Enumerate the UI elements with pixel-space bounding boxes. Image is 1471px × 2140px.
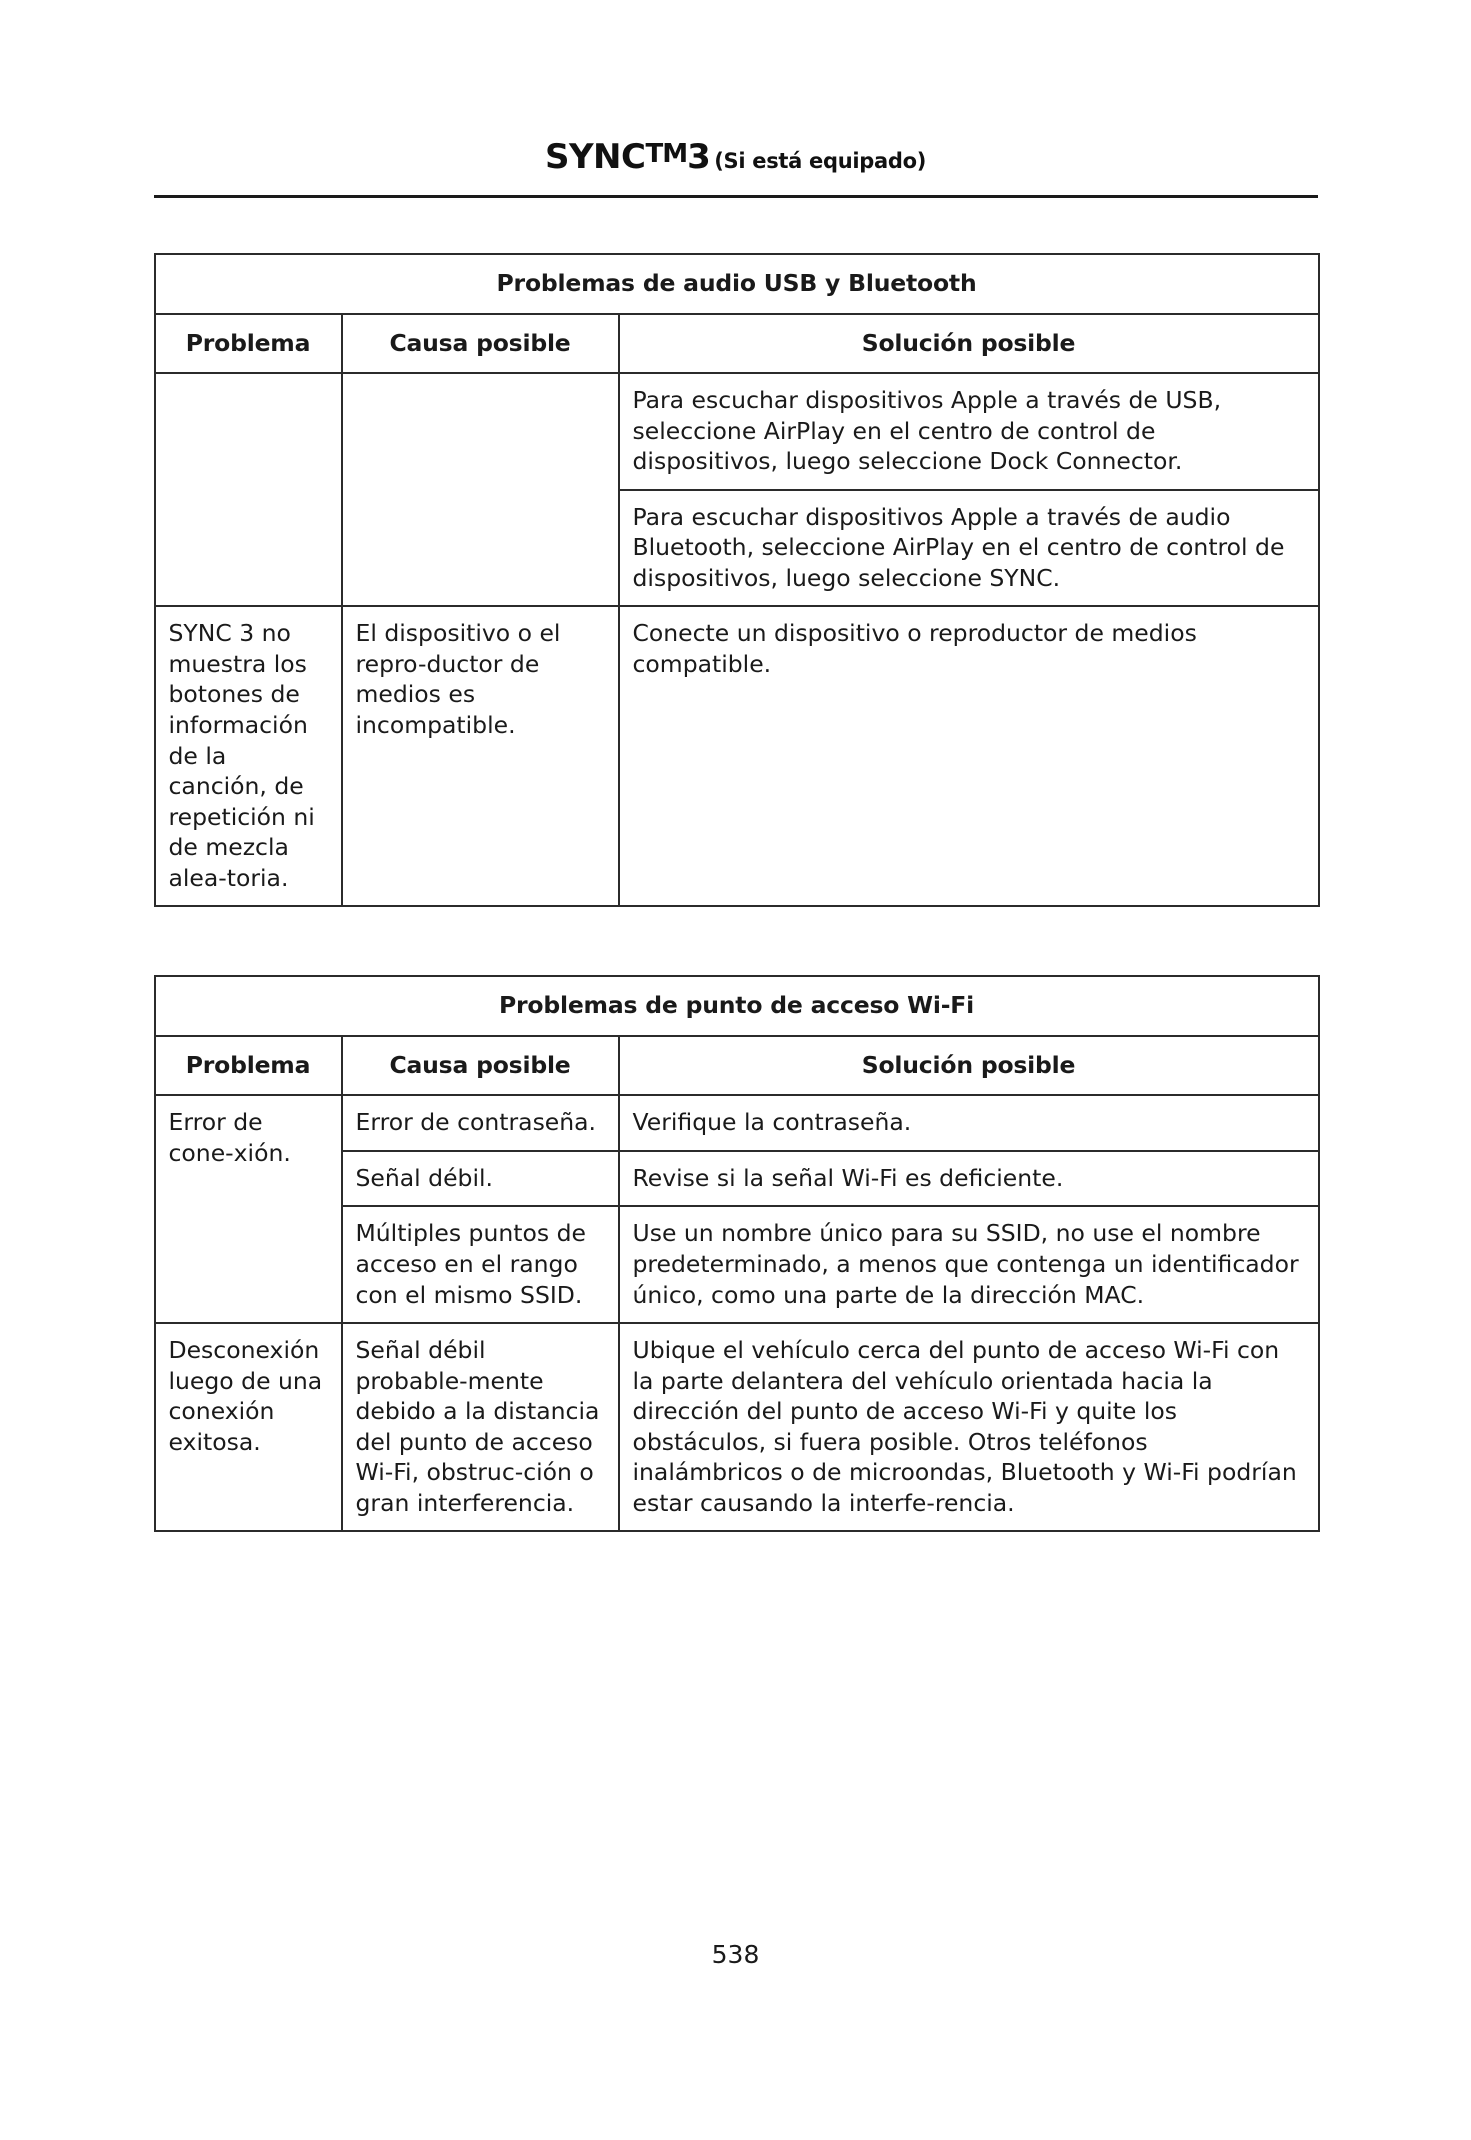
cell-causa: El dispositivo o el repro-ductor de medios es incompatible. — [342, 606, 619, 906]
cell-solucion: Conecte un dispositivo o reproductor de medios compatible. — [619, 606, 1319, 906]
column-header-problema: Problema — [155, 314, 342, 374]
table-header-row — [155, 1036, 1319, 1096]
table-caption: Problemas de audio USB y Bluetooth — [155, 254, 1319, 314]
cell-solucion: Ubique el vehículo cerca del punto de acceso Wi-Fi con la parte delantera del vehículo orientada hacia la dirección del punto de acceso Wi-Fi y quite los obstáculos, si fuera posible. Otros teléfonos inalámbricos o de microondas, Bluetooth y Wi-Fi podrían estar causando la interfe-rencia. — [619, 1323, 1319, 1531]
column-header-solucion: Solución posible — [619, 1036, 1319, 1096]
page-header — [0, 137, 1471, 177]
table-caption: Problemas de punto de acceso Wi-Fi — [155, 976, 1319, 1036]
trademark-symbol: TM — [645, 139, 688, 169]
table-row — [155, 1095, 1319, 1151]
cell-problema: Error de cone-xión. — [155, 1095, 342, 1323]
cell-causa: Señal débil probable-mente debido a la distancia del punto de acceso Wi-Fi, obstruc-ción o gran interferencia. — [342, 1323, 619, 1531]
cell-solucion: Revise si la señal Wi-Fi es deficiente. — [619, 1151, 1319, 1207]
page-title-main: SYNC — [544, 137, 646, 177]
cell-solucion: Use un nombre único para su SSID, no use el nombre predeterminado, a menos que contenga un identificador único, como una parte de la dirección MAC. — [619, 1206, 1319, 1323]
column-header-solucion: Solución posible — [619, 314, 1319, 374]
cell-problema: SYNC 3 no muestra los botones de información de la canción, de repetición ni de mezcla alea-toria. — [155, 606, 342, 906]
cell-solucion: Para escuchar dispositivos Apple a través de audio Bluetooth, seleccione AirPlay en el centro de control de dispositivos, luego seleccione SYNC. — [619, 490, 1319, 607]
header-divider — [154, 195, 1318, 198]
cell-solucion: Para escuchar dispositivos Apple a través de USB, seleccione AirPlay en el centro de control de dispositivos, luego seleccione Dock Connector. — [619, 373, 1319, 490]
page-title-number: 3 — [687, 137, 711, 177]
wifi-hotspot-table — [154, 975, 1320, 1532]
cell-causa: Múltiples puntos de acceso en el rango con el mismo SSID. — [342, 1206, 619, 1323]
column-header-causa: Causa posible — [342, 314, 619, 374]
document-page — [0, 137, 1471, 2140]
cell-solucion: Verifique la contraseña. — [619, 1095, 1319, 1151]
table-caption-row — [155, 976, 1319, 1036]
table-row — [155, 373, 1319, 490]
cell-causa: Error de contraseña. — [342, 1095, 619, 1151]
page-title-subtitle: (Si está equipado) — [714, 149, 927, 173]
column-header-causa: Causa posible — [342, 1036, 619, 1096]
table-header-row — [155, 314, 1319, 374]
page-number: 538 — [711, 1940, 760, 1969]
table-row — [155, 606, 1319, 906]
cell-causa: Señal débil. — [342, 1151, 619, 1207]
usb-bluetooth-table-wrapper — [154, 253, 1318, 907]
cell-causa — [342, 373, 619, 606]
cell-problema — [155, 373, 342, 606]
column-header-problema: Problema — [155, 1036, 342, 1096]
usb-bluetooth-table — [154, 253, 1320, 907]
table-caption-row — [155, 254, 1319, 314]
page-title — [544, 137, 927, 177]
wifi-hotspot-table-wrapper — [154, 975, 1318, 1532]
cell-problema: Desconexión luego de una conexión exitosa. — [155, 1323, 342, 1531]
table-row — [155, 1323, 1319, 1531]
